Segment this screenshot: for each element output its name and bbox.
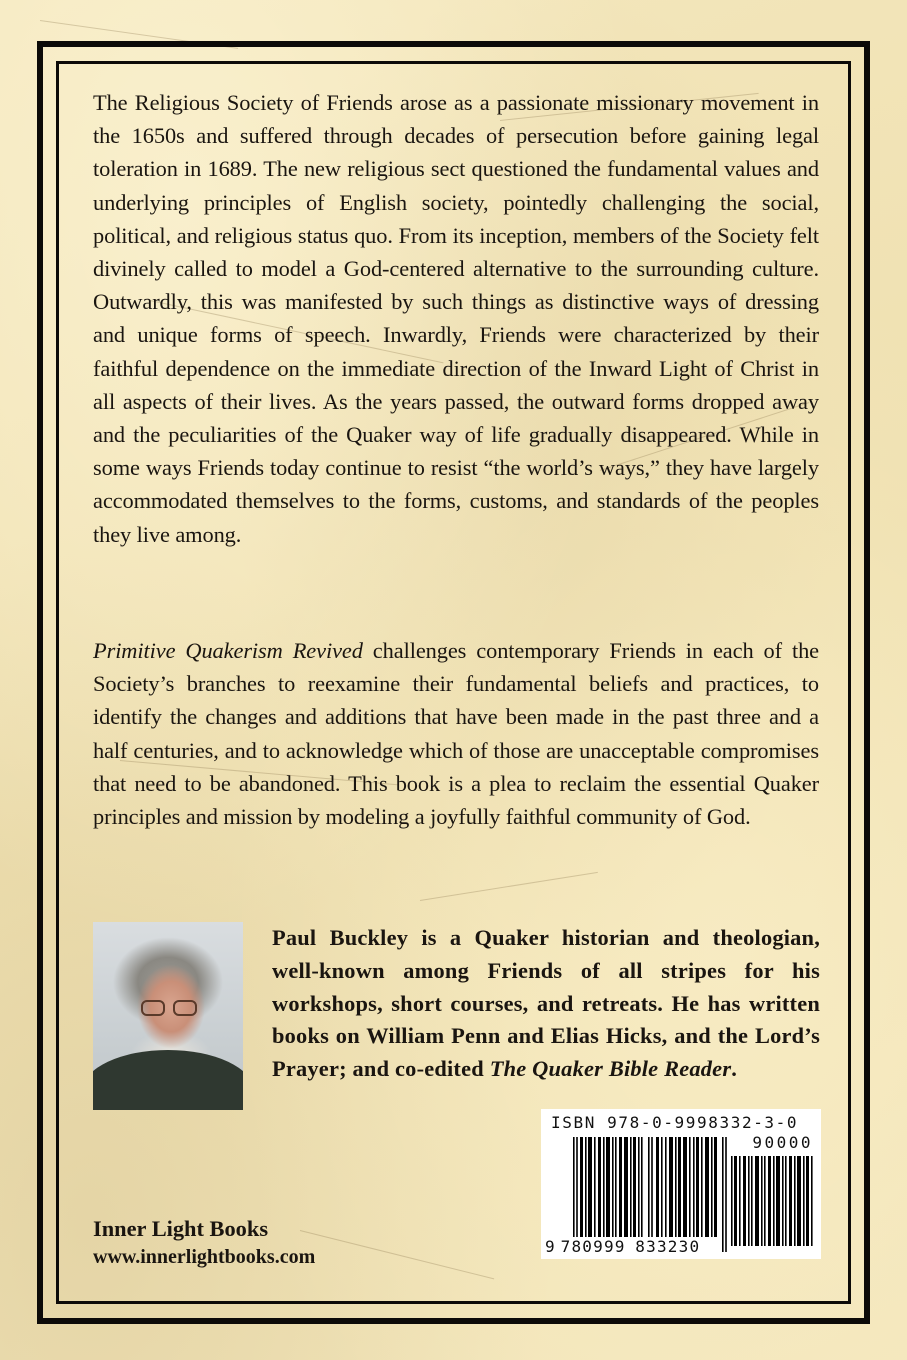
publisher-block (93, 1215, 315, 1271)
book-title-italic: Primitive Quakerism Revived (93, 638, 363, 663)
isbn-label: ISBN 978-0-9998332-3-0 (551, 1113, 799, 1132)
ean-lead-digit: 9 (545, 1237, 555, 1256)
ean13-bars (573, 1137, 727, 1252)
price-addon-bars (731, 1156, 813, 1246)
ean-digits (545, 1237, 700, 1256)
publisher-url: www.innerlightbooks.com (93, 1246, 316, 1268)
author-photo (93, 922, 243, 1110)
description-paragraph-1-text: The Religious Society of Friends arose as a passionate missionary movement in the 1650s and suffered through decades of persecution before gaining legal toleration in 1689. The new religious sect questioned the fundamental values and underlying principles of English society, pointedly challenging the social, political, and religious status quo. From its inception, members of the Society felt divinely called to model a God-centered alternative to the surrounding culture. Outwardly, this was manifested by such things as distinctive ways of dressing and unique forms of speech. Inwardly, Friends were characterized by their faithful dependence on the immediate direction of the Inward Light of Christ in all aspects of their lives. As the years passed, the outward forms dropped away and the peculiarities of the Quaker way of life gradually disappeared. While in some ways Friends today continue to resist “the world’s ways,” they have largely accommodated themselves to the forms, customs, and standards of the peoples they live among. (93, 90, 819, 547)
author-bio-book-title: The Quaker Bible Reader (489, 1056, 732, 1082)
description-paragraph-1 (93, 86, 819, 551)
author-photo-shirt (93, 1050, 243, 1110)
author-bio-text: Paul Buckley is a Quaker historian and theologian, well-known among Friends of all stripes for his workshops, short courses, and retreats. He has written books on William Penn and Elias Hicks, and the Lord’s Prayer; and co-edited (272, 925, 820, 1082)
ean-group-2: 833230 (635, 1237, 701, 1256)
publisher-name: Inner Light Books (93, 1216, 269, 1241)
author-bio (272, 922, 820, 1086)
description-paragraph-2-text: challenges contemporary Friends in each of the Society’s branches to reexamine their fundamental beliefs and practices, to identify the changes and additions that have been made in the past three and a half centuries, and to acknowledge which of those are unacceptable compromises that need to be abandoned. This book is a plea to reclaim the essential Quaker principles and mission by modeling a joyfully faithful community of God. (93, 638, 819, 830)
ean-group-1: 780999 (560, 1237, 626, 1256)
description-paragraph-2 (93, 634, 819, 833)
price-code: 90000 (752, 1133, 813, 1152)
author-bio-end: . (731, 1056, 738, 1082)
isbn-barcode (541, 1109, 821, 1259)
author-photo-glasses (141, 1000, 203, 1018)
